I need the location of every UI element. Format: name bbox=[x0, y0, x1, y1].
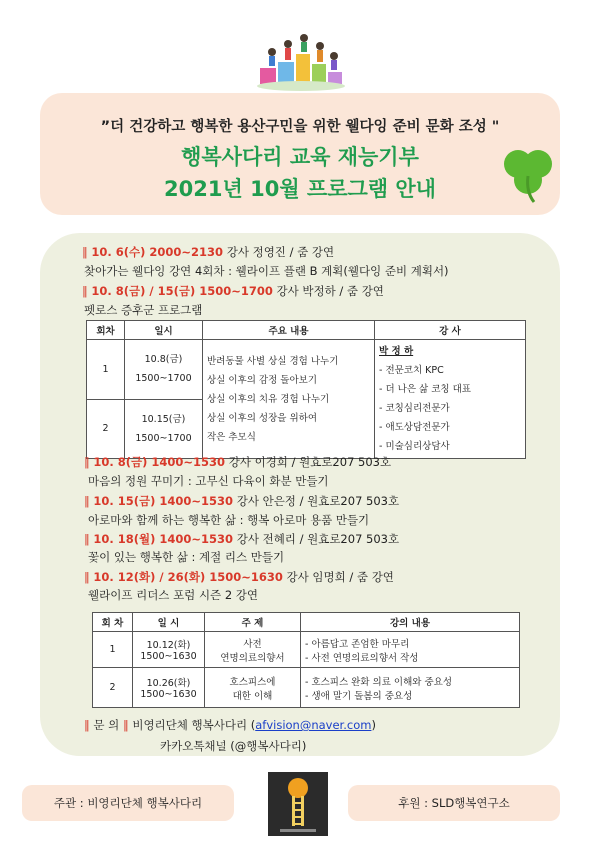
program-5-info: 강사 전혜리 / 원효로207 503호 bbox=[236, 532, 400, 546]
people-climbing-illustration bbox=[252, 26, 350, 94]
program-4-heading: ‖ 10. 15(금) 1400~1530 강사 안은정 / 원효로207 503호 bbox=[84, 494, 400, 508]
program-6-table bbox=[92, 612, 520, 708]
table-header: 일 시 bbox=[133, 613, 205, 632]
program-2-heading: ‖ 10. 8(금) / 15(금) 1500~1700 강사 박정하 / 줌 강연 bbox=[82, 284, 384, 298]
table-header: 회차 bbox=[87, 321, 125, 340]
contact-kakao: 카카오톡채널 (@행복사다리) bbox=[160, 739, 307, 753]
contact-org: 비영리단체 행복사다리 ( bbox=[132, 718, 256, 732]
header-quote: ”더 건강하고 행복한 용산구민을 위한 웰다잉 준비 문화 조성 " bbox=[100, 119, 500, 135]
program-2-instructor: 박 정 하 - 전문코치 KPC - 더 나은 삶 코칭 대표 - 코칭심리전문가 - 애도상담전문가 - 미술심리상담사 bbox=[375, 340, 526, 459]
program-6-heading: ‖ 10. 12(화) / 26(화) 1500~1630 강사 임명희 / 줌 강연 bbox=[84, 570, 394, 584]
program-2-desc: 펫로스 증후군 프로그램 bbox=[84, 303, 203, 317]
program-5-desc: 꽃이 있는 행복한 삶 : 계절 리스 만들기 bbox=[88, 550, 285, 564]
header-banner bbox=[40, 93, 560, 215]
program-4-info: 강사 안은정 / 원효로207 503호 bbox=[236, 494, 400, 508]
footer-host: 주관 : 비영리단체 행복사다리 bbox=[22, 785, 234, 821]
program-3-date: 10. 8(금) 1400~1530 bbox=[93, 455, 226, 469]
program-3-heading: ‖ 10. 8(금) 1400~1530 강사 이경희 / 원효로207 503호 bbox=[84, 455, 392, 469]
header-title: 행복사다리 교육 재능기부 bbox=[181, 145, 419, 169]
program-2-info: 강사 박정하 / 줌 강연 bbox=[276, 284, 384, 298]
program-4-desc: 아로마와 함께 하는 행복한 삶 : 행복 아로마 용품 만들기 bbox=[88, 513, 370, 527]
program-1-date: 10. 6(수) 2000~2130 bbox=[91, 245, 224, 259]
table-row: 1 10.8(금) 1500~1700 반려동물 사별 상실 경험 나누기 상실 이후의 감정 돌아보기 상실 이후의 치유 경험 나누기 상실 이후의 성장을 위하여 작은 추모식 박 정 하 - 전문코치 KPC - 더 나은 삶 코칭 대표 - 코칭심리전문가 - 애도상담전문가 - 미술심리상담사 bbox=[87, 340, 526, 400]
program-6-date: 10. 12(화) / 26(화) 1500~1630 bbox=[93, 570, 283, 584]
program-2-contents: 반려동물 사별 상실 경험 나누기 상실 이후의 감정 돌아보기 상실 이후의 치유 경험 나누기 상실 이후의 성장을 위하여 작은 추모식 bbox=[203, 340, 375, 459]
program-2-table bbox=[86, 320, 526, 459]
program-6-desc: 웰라이프 리더스 포럼 시즌 2 강연 bbox=[88, 588, 259, 602]
table-header: 강 사 bbox=[375, 321, 526, 340]
program-3-desc: 마음의 정원 꾸미기 : 고무신 다육이 화분 만들기 bbox=[88, 474, 329, 488]
program-2-date: 10. 8(금) / 15(금) 1500~1700 bbox=[91, 284, 273, 298]
table-header: 일시 bbox=[125, 321, 203, 340]
clover-icon bbox=[498, 142, 558, 204]
program-1-desc: 찾아가는 웰다잉 강연 4회차 : 웰라이프 플랜 B 계획(웰다잉 준비 계획서) bbox=[84, 264, 449, 278]
header-subtitle: 2021년 10월 프로그램 안내 bbox=[164, 177, 436, 201]
program-3-info: 강사 이경희 / 원효로207 503호 bbox=[228, 455, 392, 469]
program-5-date: 10. 18(월) 1400~1530 bbox=[93, 532, 234, 546]
table-header: 회 차 bbox=[93, 613, 133, 632]
ladder-logo-icon bbox=[268, 772, 328, 836]
table-row: 2 10.26(화) 1500~1630 호스피스에 대한 이해 - 호스피스 완화 의료 이해와 중요성 - 생애 말기 돌봄의 중요성 bbox=[93, 668, 520, 708]
table-header: 강의 내용 bbox=[301, 613, 520, 632]
footer-sponsor: 후원 : SLD행복연구소 bbox=[348, 785, 560, 821]
program-1-info: 강사 정영진 / 줌 강연 bbox=[226, 245, 335, 259]
table-row: 2 10.15(금) 1500~1700 bbox=[87, 399, 526, 459]
program-4-date: 10. 15(금) 1400~1530 bbox=[93, 494, 234, 508]
contact-email-link[interactable]: afvision@naver.com bbox=[255, 718, 372, 732]
program-5-heading: ‖ 10. 18(월) 1400~1530 강사 전혜리 / 원효로207 503호 bbox=[84, 532, 400, 546]
table-row: 1 10.12(화) 1500~1630 사전 연명의료의향서 - 아름답고 존엄한 마무리 - 사전 연명의료의향서 작성 bbox=[93, 632, 520, 668]
program-6-info: 강사 임명희 / 줌 강연 bbox=[286, 570, 394, 584]
program-1-heading: ‖ 10. 6(수) 2000~2130 강사 정영진 / 줌 강연 bbox=[82, 245, 335, 259]
table-header: 주요 내용 bbox=[203, 321, 375, 340]
contact-line: ‖ 문 의 ‖ 비영리단체 행복사다리 (afvision@naver.com) bbox=[84, 718, 376, 732]
contact-label: 문 의 bbox=[93, 718, 120, 732]
table-header: 주 제 bbox=[205, 613, 301, 632]
